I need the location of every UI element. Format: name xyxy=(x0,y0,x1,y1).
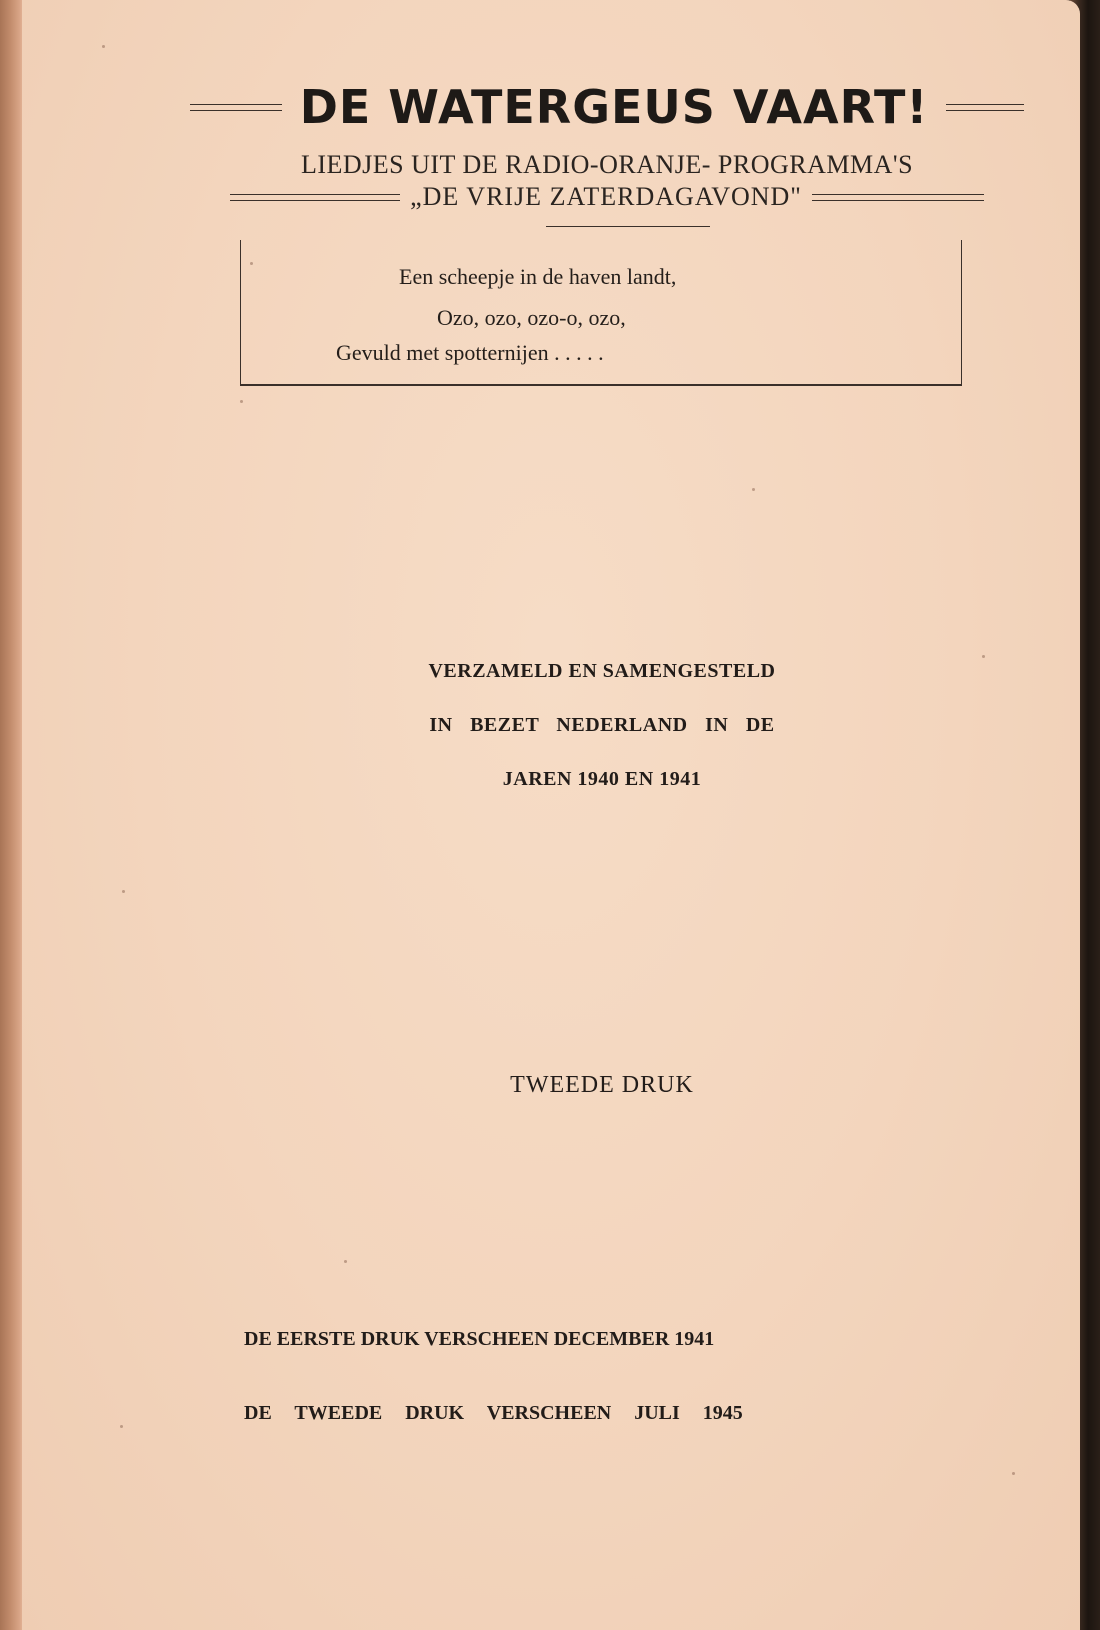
verse-line: Een scheepje in de haven landt, xyxy=(399,264,677,289)
paper-speck xyxy=(1012,1472,1015,1475)
title-rule-right xyxy=(946,104,1024,111)
verse-box xyxy=(240,240,962,386)
book-page xyxy=(22,0,1080,1630)
program-row xyxy=(142,182,1072,212)
title-row xyxy=(142,72,1072,142)
paper-speck xyxy=(240,400,243,403)
divider-rule xyxy=(546,226,710,227)
edition-label: TWEEDE DRUK xyxy=(510,1072,694,1098)
verse-line: Gevuld met spotternijen . . . . . xyxy=(336,340,604,365)
collection-line: JAREN 1940 EN 1941 xyxy=(502,768,702,790)
book-spine-edge xyxy=(0,0,24,1630)
publication-note: DE TWEEDE DRUK VERSCHEEN JULI 1945 xyxy=(244,1402,743,1424)
paper-speck xyxy=(752,488,755,491)
program-name: „DE VRIJE ZATERDAGAVOND" xyxy=(410,182,802,211)
book-subtitle: LIEDJES UIT DE RADIO-ORANJE- PROGRAMMA'S xyxy=(300,150,914,179)
paper-speck xyxy=(982,655,985,658)
collection-line: VERZAMELD EN SAMENGESTELD xyxy=(428,660,776,682)
program-rule-left xyxy=(230,194,400,201)
verse-line: Ozo, ozo, ozo-o, ozo, xyxy=(437,305,626,330)
publication-note: DE EERSTE DRUK VERSCHEEN DECEMBER 1941 xyxy=(244,1328,715,1350)
paper-speck xyxy=(102,45,105,48)
paper-speck xyxy=(344,1260,347,1263)
title-rule-left xyxy=(190,104,282,111)
paper-speck xyxy=(120,1425,123,1428)
paper-speck xyxy=(122,890,125,893)
collection-line: IN BEZET NEDERLAND IN DE xyxy=(429,714,775,736)
book-title: DE WATERGEUS VAART! xyxy=(299,80,929,134)
program-rule-right xyxy=(812,194,984,201)
